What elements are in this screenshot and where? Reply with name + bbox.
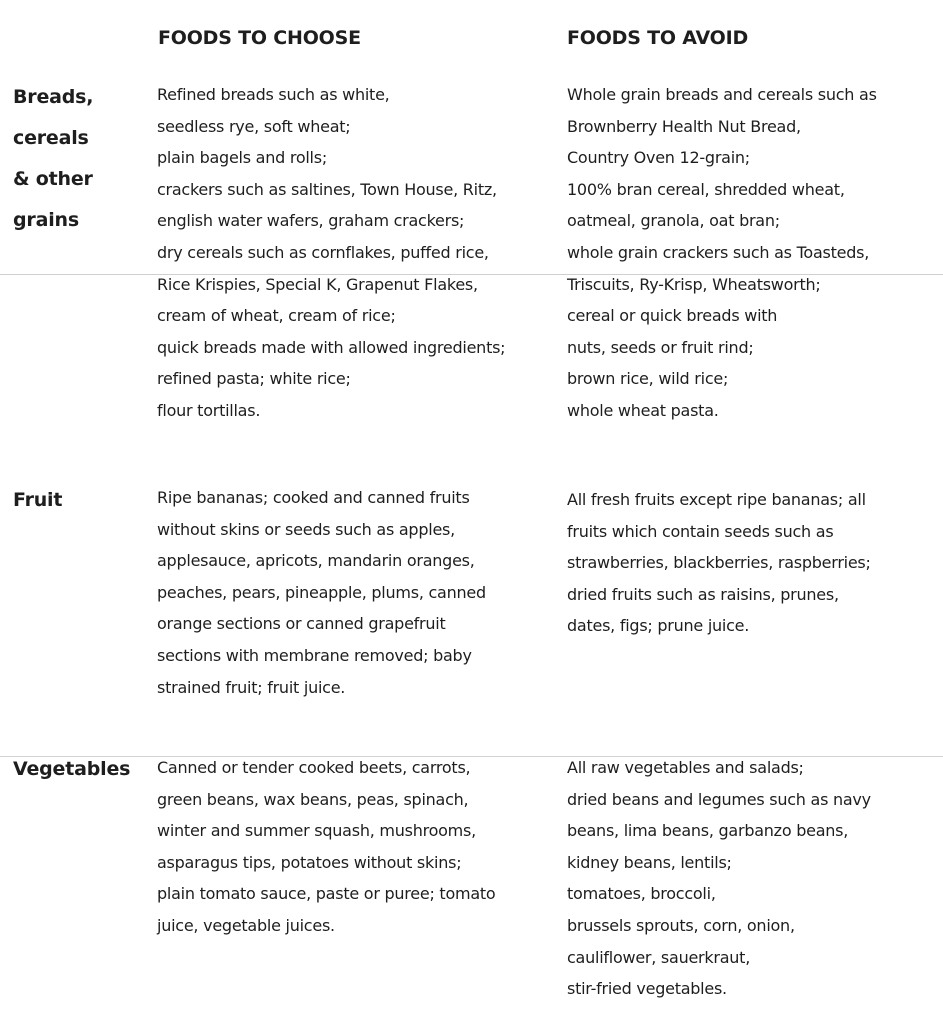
fruit-foods-to-choose [157,482,486,703]
list-item: beans, lima beans, garbanzo beans, [567,821,849,841]
section-label-line: grains [13,209,79,231]
list-item: nuts, seeds or fruit rind; [567,337,754,357]
fruit-foods-to-avoid [567,484,871,642]
list-item: Ripe bananas; cooked and canned fruits [157,488,470,507]
list-item: whole grain crackers such as Toasteds, [567,242,870,262]
list-item: All raw vegetables and salads; [567,758,804,777]
list-item: Country Oven 12-grain; [567,148,750,168]
list-item: Triscuits, Ry-Krisp, Wheatsworth; [567,274,821,294]
list-item: orange sections or canned grapefruit [157,614,446,634]
list-item: winter and summer squash, mushrooms, [157,821,476,841]
section-label-vegetables [13,753,130,785]
section-label-line: Fruit [13,489,63,511]
list-item: sections with membrane removed; baby [157,645,472,665]
list-item: Canned or tender cooked beets, carrots, [157,758,471,777]
breads-foods-to-avoid [567,79,877,427]
list-item: stir-fried vegetables. [567,979,727,999]
list-item: english water wafers, graham crackers; [157,211,465,231]
list-item: quick breads made with allowed ingredients; [157,337,506,357]
divider-line [0,274,943,275]
list-item: refined pasta; white rice; [157,369,351,389]
list-item: applesauce, apricots, mandarin oranges, [157,551,475,571]
section-label-line: & other [13,168,93,190]
section-label-fruit [13,484,62,516]
list-item: cream of wheat, cream of rice; [157,306,396,326]
list-item: kidney beans, lentils; [567,852,732,872]
list-item: Rice Krispies, Special K, Grapenut Flakes, [157,274,478,294]
vegetables-foods-to-avoid [567,752,871,1005]
list-item: seedless rye, soft wheat; [157,116,351,136]
section-label-breads [13,77,93,241]
foods-to-avoid-header: FOODS TO AVOID [567,27,749,49]
list-item: strained fruit; fruit juice. [157,677,346,697]
breads-foods-to-choose [157,79,505,427]
list-item: oatmeal, granola, oat bran; [567,211,780,231]
list-item: cereal or quick breads with [567,306,778,326]
list-item: dried beans and legumes such as navy [567,789,871,809]
list-item: peaches, pears, pineapple, plums, canned [157,582,486,602]
list-item: asparagus tips, potatoes without skins; [157,852,462,872]
list-item: juice, vegetable juices. [157,915,335,935]
list-item: whole wheat pasta. [567,400,719,420]
section-label-line: Breads, [13,86,94,108]
list-item: dried fruits such as raisins, prunes, [567,584,839,604]
list-item: Refined breads such as white, [157,85,390,104]
list-item: cauliflower, sauerkraut, [567,947,751,967]
list-item: Whole grain breads and cereals such as [567,85,877,104]
list-item: 100% bran cereal, shredded wheat, [567,179,845,199]
list-item: flour tortillas. [157,400,261,420]
section-label-line: Vegetables [13,758,131,780]
list-item: dates, figs; prune juice. [567,616,750,636]
list-item: plain tomato sauce, paste or puree; tomato [157,884,496,904]
list-item: dry cereals such as cornflakes, puffed rice, [157,242,489,262]
list-item: tomatoes, broccoli, [567,884,716,904]
list-item: fruits which contain seeds such as [567,521,834,541]
list-item: brown rice, wild rice; [567,369,729,389]
section-label-line: cereals [13,127,89,149]
list-item: without skins or seeds such as apples, [157,519,455,539]
list-item: brussels sprouts, corn, onion, [567,915,795,935]
list-item: All fresh fruits except ripe bananas; all [567,490,866,509]
vegetables-foods-to-choose [157,752,495,942]
list-item: Brownberry Health Nut Bread, [567,116,801,136]
list-item: green beans, wax beans, peas, spinach, [157,789,469,809]
foods-to-choose-header: FOODS TO CHOOSE [158,27,361,49]
list-item: plain bagels and rolls; [157,148,327,168]
list-item: crackers such as saltines, Town House, Ritz, [157,179,497,199]
list-item: strawberries, blackberries, raspberries; [567,553,871,573]
